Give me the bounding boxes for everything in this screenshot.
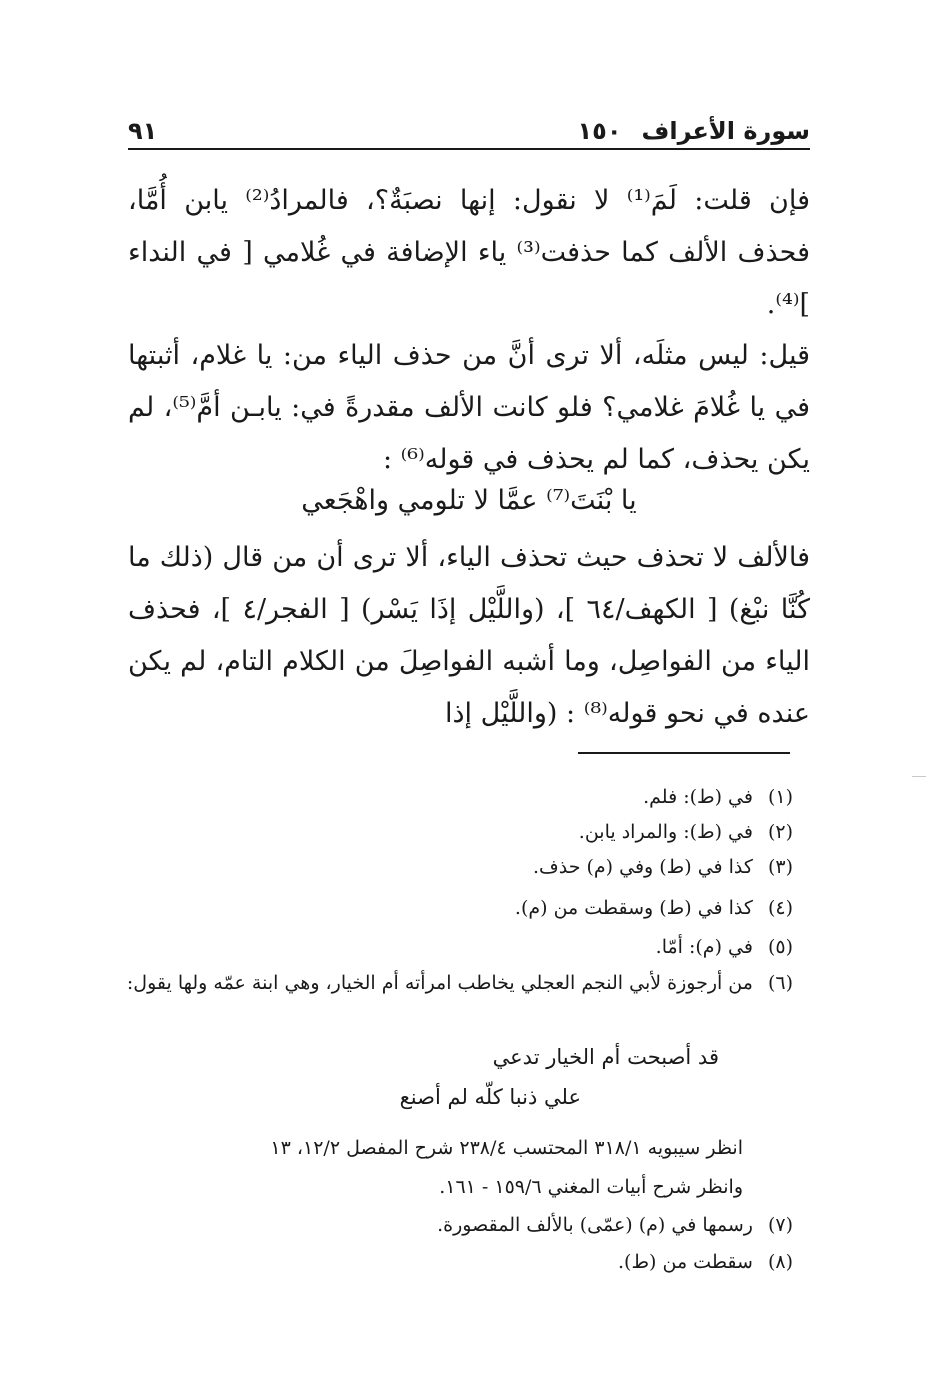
footnote-text: في (م): أمّا.: [655, 936, 753, 958]
paragraph-3: فالألف لا تحذف حيث تحذف الياء، ألا ترى أن من قال (ذلك ما كُنَّا نبْغ) [ الكهف/٦٤ ]، (واللَّيْل إذَا يَسْر) [ الفجر/٤ ]، فحذف الياء من الفواصِل، وما أشبه الفواصِلَ من الكلام التام، لم يكن عنده في نحو قوله⁽⁸⁾ : (واللَّيْل إذا: [128, 542, 810, 729]
footnote-rule: [578, 752, 790, 754]
footnote-5: [656, 932, 793, 962]
footnote-text: من أرجوزة لأبي النجم العجلي يخاطب امرأته أم الخيار، وهي ابنة عمّه ولها يقول:: [126, 972, 753, 994]
running-header: [128, 101, 810, 145]
verse-number: ١٥٠: [577, 117, 622, 145]
footnote-text: رسمها في (م) (عمّى) بالألف المقصورة.: [437, 1214, 753, 1236]
footnote-text: كذا في (ط) وفي (م) حذف.: [533, 856, 753, 878]
footnote-text: كذا في (ط) وسقطت من (م).: [514, 897, 753, 919]
footnote-number: (١): [767, 786, 793, 808]
footnote-2: [579, 817, 793, 847]
footnote-8: [618, 1247, 793, 1277]
footnote-number: (٤): [767, 897, 793, 919]
poem-line-1: قد أصبحت أم الخيار تدعي: [492, 1045, 719, 1069]
poem-line-2: علي ذنبا كلّه لم أصنع: [399, 1085, 581, 1109]
footnote-number: (٨): [767, 1251, 793, 1273]
footnote-3: [533, 852, 793, 882]
footnote-text: في (ط): والمراد يابن.: [578, 821, 753, 843]
footnote-text: في (ط): فلم.: [643, 786, 753, 808]
footnote-number: (٢): [767, 821, 793, 843]
footnote-6: [123, 968, 793, 998]
footnote-1: [643, 782, 793, 812]
page-number: ٩١: [128, 117, 158, 145]
verse-line: يا بْنَتَ⁽⁷⁾ عمَّا لا تلومي واهْجَعي: [301, 485, 637, 516]
header-rule: [128, 148, 810, 150]
footnote-6-reference-2: وانظر شرح أبيات المغني ١٥٩/٦ - ١٦١.: [439, 1176, 743, 1198]
footnote-text: سقطت من (ط).: [618, 1251, 753, 1273]
surah-title: سورة الأعراف: [641, 117, 810, 145]
paragraph-1: فإن قلت: لَمَ⁽¹⁾ لا نقول: إنها نصبَةٌ؟، فالمرادُ⁽²⁾ يابن أُمَّا، فحذف الألف كما حذفت⁽³⁾ ياء الإضافة في غُلامي [ في النداء ]⁽⁴⁾.: [128, 185, 810, 320]
footnote-number: (٣): [767, 856, 793, 878]
footnote-number: (٧): [767, 1214, 793, 1236]
scan-mark: [912, 776, 926, 777]
footnote-4: [515, 893, 793, 923]
paragraph-2: قيل: ليس مثلَه، ألا ترى أنَّ من حذف الياء من: يا غلام، أثبتها في يا غُلامَ غلامي؟ فلو كانت الألف مقدرةً في: يابـن أمَّ⁽⁵⁾، لم يكن يحذف، كما لم يحذف في قوله⁽⁶⁾ :: [128, 340, 811, 475]
footnote-number: (٦): [767, 972, 793, 994]
footnote-number: (٥): [767, 936, 793, 958]
header-title: [578, 117, 810, 145]
footnote-7: [437, 1210, 793, 1240]
footnote-6-reference-1: انظر سيبويه ٣١٨/١ المحتسب ٢٣٨/٤ شرح المفصل ١٢/٢، ١٣: [270, 1137, 743, 1159]
